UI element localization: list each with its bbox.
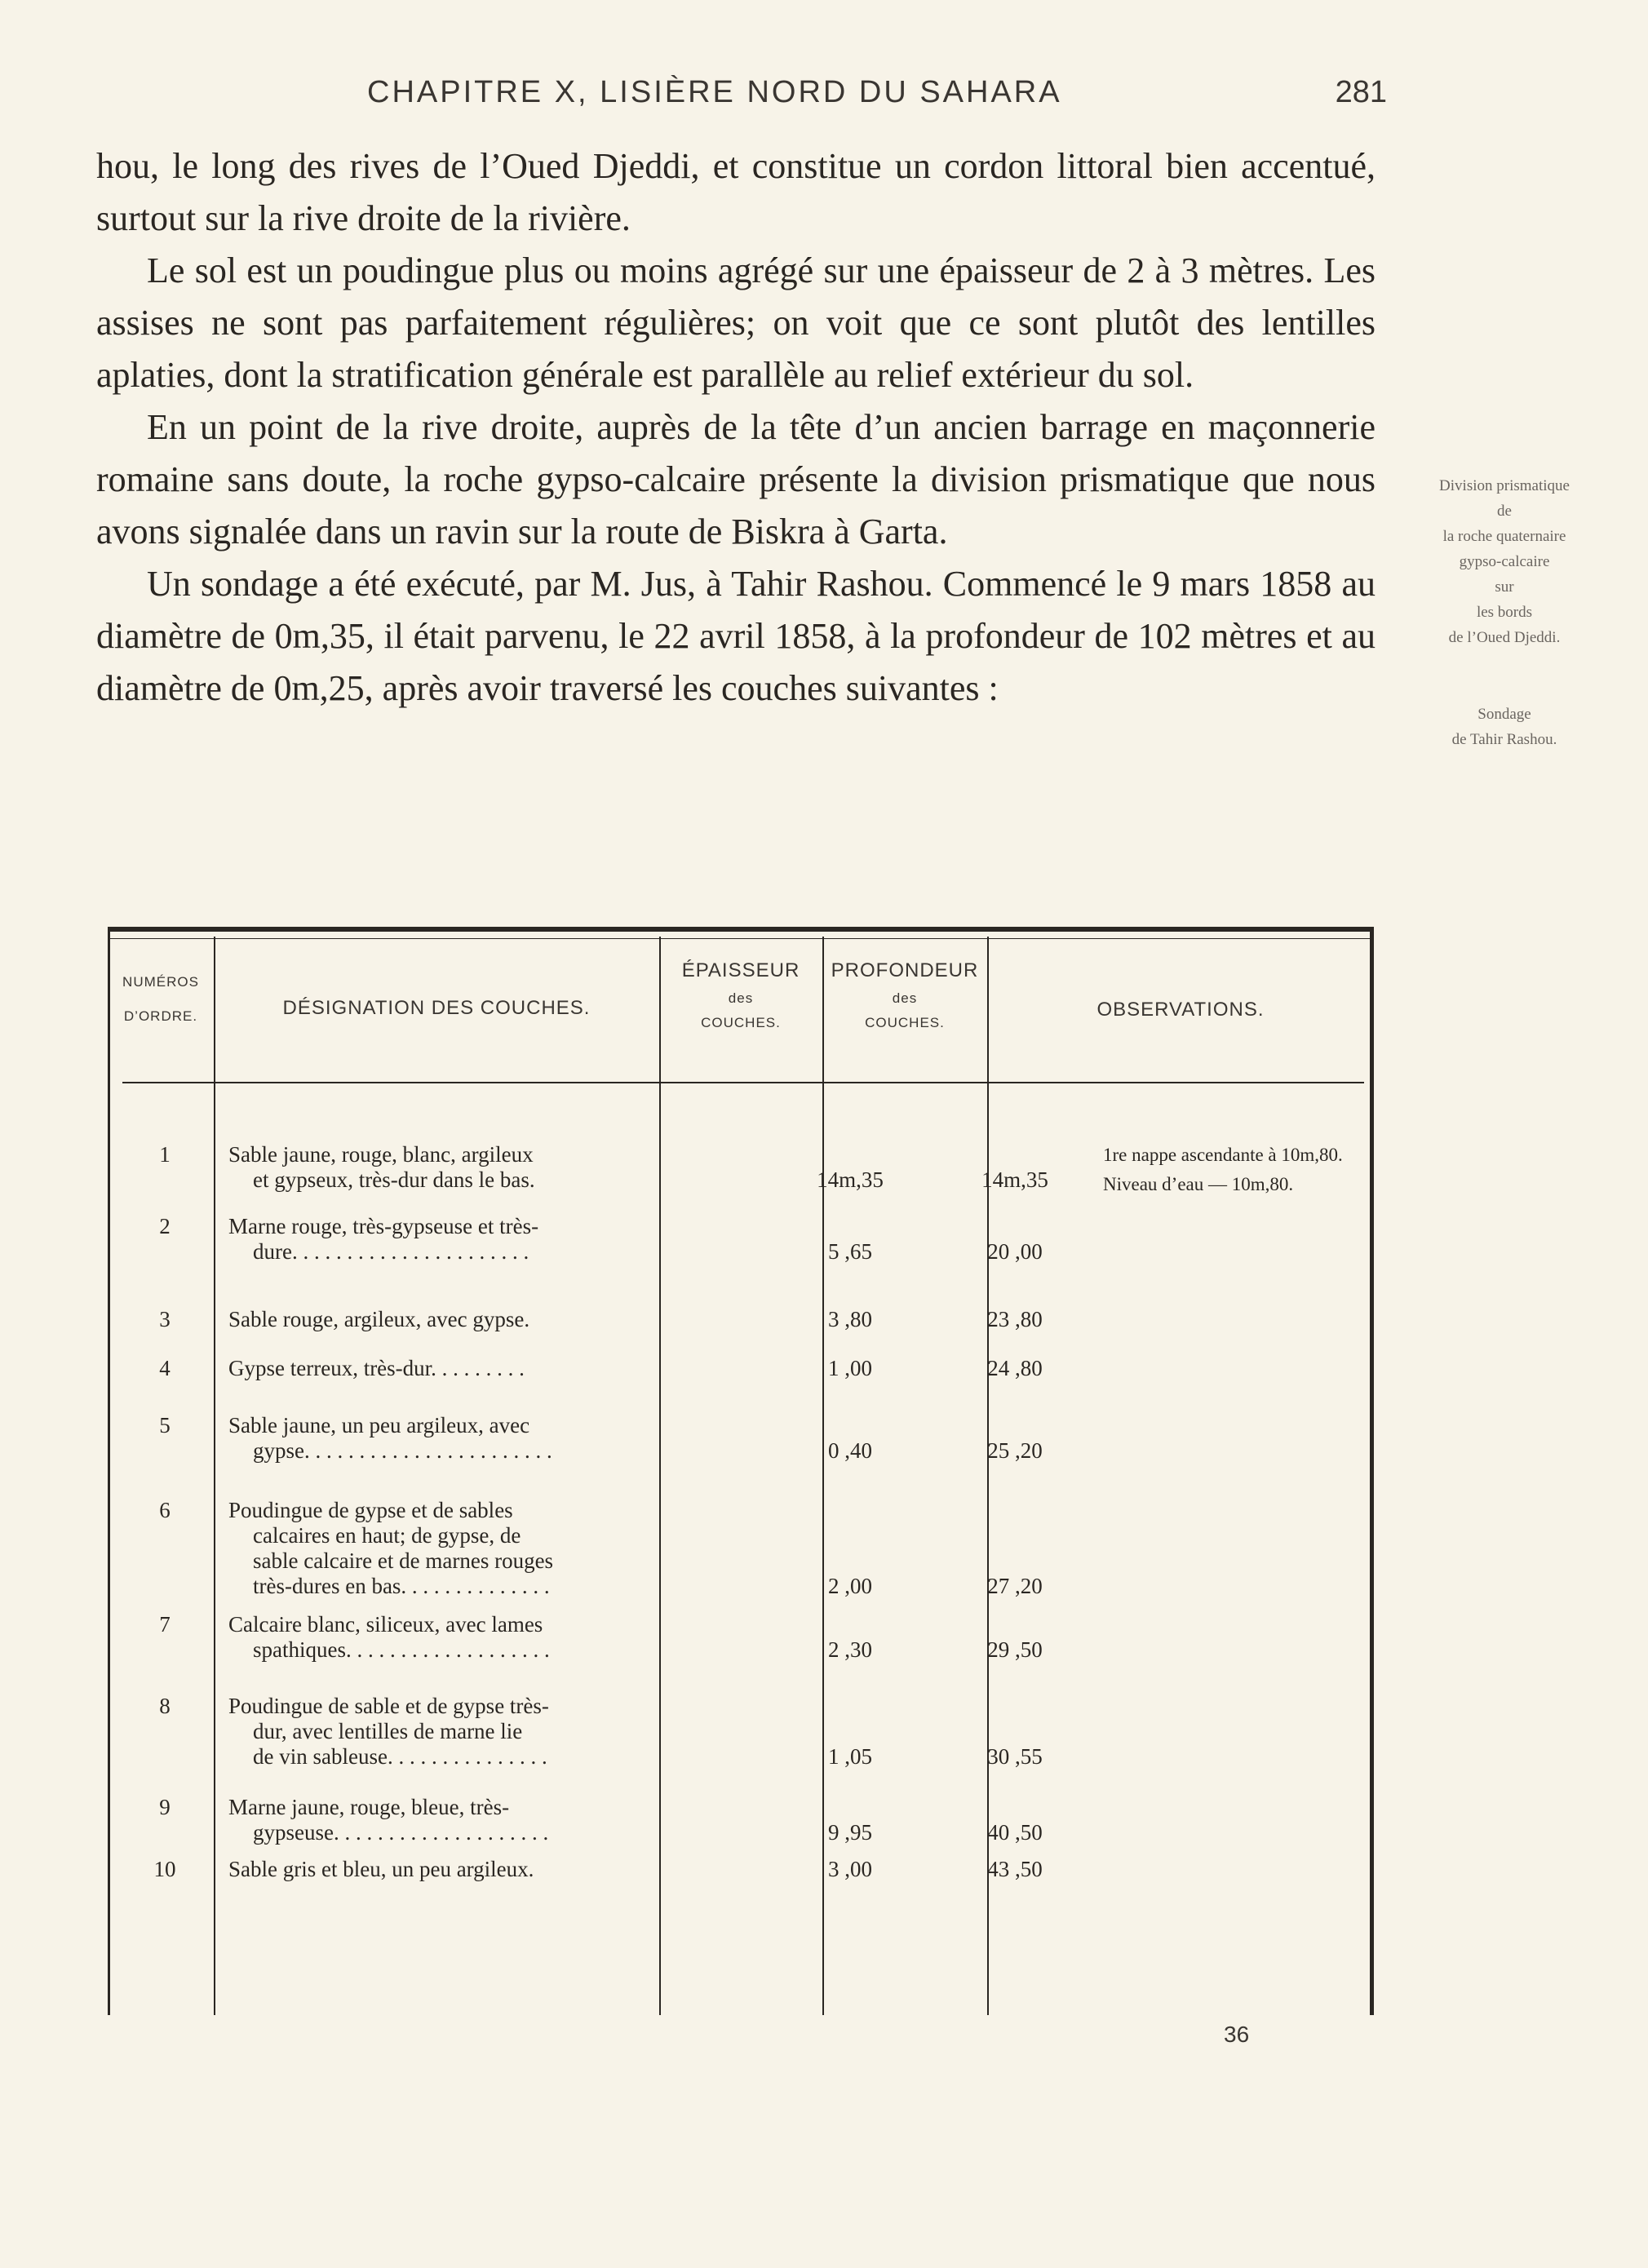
paragraph-4: Un sondage a été exécuté, par M. Jus, à Tahir Rashou. Commencé le 9 mars 1858 au diamètre de 0m,35, il était parvenu, le 22 avril 1858, à la profondeur de 102 mètres et au diamètre de 0m,25, après avoir traversé les couches suivantes : <box>96 564 1376 708</box>
header-num-line2: D’ORDRE. <box>123 1008 198 1024</box>
signature-number: 36 <box>1224 2022 1250 2047</box>
designation-line: calcaires en haut; de gypse, de <box>253 1523 521 1548</box>
row-profondeur: 30 ,55 <box>987 1744 1043 1769</box>
observation-line: 1re nappe ascendante à 10m,80. <box>1103 1145 1343 1165</box>
header-num-line1: NUMÉROS <box>122 974 199 990</box>
header-rule <box>214 1082 1364 1083</box>
row-profondeur: 27 ,20 <box>987 1574 1043 1598</box>
margin-note-line: de Tahir Rashou. <box>1451 731 1557 748</box>
designation-line: Sable jaune, un peu argileux, avec <box>228 1413 530 1437</box>
paragraph-1: hou, le long des rives de l’Oued Djeddi, et constitue un cordon littoral bien accentué, surtout sur la rive droite de la rivière. <box>96 146 1376 238</box>
row-profondeur: 14m,35 <box>981 1167 1048 1192</box>
header-rule <box>122 1082 214 1083</box>
header-pr-line3: COUCHES. <box>865 1015 945 1030</box>
row-epaisseur: 5 ,65 <box>828 1239 872 1264</box>
designation-line: Marne jaune, rouge, bleue, très- <box>228 1795 510 1819</box>
row-designation <box>228 1356 759 1381</box>
header-designation-text: DÉSIGNATION DES COUCHES. <box>282 997 591 1019</box>
designation-line: très-dures en bas. . . . . . . . . . . . . . <box>253 1574 550 1598</box>
row-number: 1 <box>159 1142 171 1167</box>
header-num <box>108 974 214 1025</box>
header-designation <box>214 997 659 1020</box>
row-epaisseur: 2 ,30 <box>828 1637 872 1662</box>
header-obs-text: OBSERVATIONS. <box>1096 999 1265 1021</box>
row-profondeur: 29 ,50 <box>987 1637 1043 1662</box>
header-ep-line2: des <box>728 990 754 1006</box>
header-ep-line3: COUCHES. <box>701 1015 781 1030</box>
column-divider <box>214 937 215 2015</box>
row-designation <box>228 1142 759 1193</box>
table-frame <box>108 927 1374 2015</box>
header-pr-line2: des <box>892 990 918 1006</box>
row-profondeur: 25 ,20 <box>987 1438 1043 1463</box>
row-epaisseur: 14m,35 <box>817 1167 884 1192</box>
designation-line: Sable rouge, argileux, avec gypse. <box>228 1307 530 1331</box>
row-designation <box>228 1795 759 1845</box>
header-pr-line1: PROFONDEUR <box>831 959 979 981</box>
row-number: 8 <box>159 1694 171 1718</box>
column-divider <box>822 937 824 2015</box>
paragraph-3: En un point de la rive droite, auprès de la tête d’un ancien barrage en maçonnerie romaine sans doute, la roche gypso-calcaire présente la division prismatique que nous avons signalée dans un ravin sur la route de Biskra à Garta. <box>96 407 1376 551</box>
designation-line: Poudingue de gypse et de sables <box>228 1498 513 1522</box>
row-designation <box>228 1214 759 1265</box>
row-number: 10 <box>153 1857 176 1881</box>
body-text <box>96 140 1376 715</box>
designation-line: gypse. . . . . . . . . . . . . . . . . . . . . . . <box>253 1438 552 1463</box>
row-number: 3 <box>159 1307 171 1331</box>
designation-line: spathiques. . . . . . . . . . . . . . . . . . . <box>253 1637 550 1662</box>
row-epaisseur: 0 ,40 <box>828 1438 872 1463</box>
margin-note-line: Division prismatique <box>1439 477 1570 494</box>
designation-line: dur, avec lentilles de marne lie <box>253 1719 523 1743</box>
designation-line: de vin sableuse. . . . . . . . . . . . . . . <box>253 1744 547 1769</box>
row-designation <box>228 1694 759 1770</box>
row-designation <box>228 1857 759 1882</box>
row-profondeur: 24 ,80 <box>987 1356 1043 1380</box>
row-profondeur: 20 ,00 <box>987 1239 1043 1264</box>
margin-note-line: de l’Oued Djeddi. <box>1448 629 1561 646</box>
row-number: 7 <box>159 1612 171 1637</box>
margin-note-line: sur <box>1495 578 1514 596</box>
row-profondeur: 40 ,50 <box>987 1820 1043 1845</box>
observation-line: Niveau d’eau — 10m,80. <box>1103 1174 1294 1194</box>
row-designation <box>228 1413 759 1464</box>
margin-note-line: la roche quaternaire <box>1442 528 1566 545</box>
page-number: 281 <box>1335 75 1387 109</box>
row-number: 9 <box>159 1795 171 1819</box>
row-number: 6 <box>159 1498 171 1522</box>
row-number: 4 <box>159 1356 171 1380</box>
designation-line: Poudingue de sable et de gypse très- <box>228 1694 549 1718</box>
header-epaisseur <box>659 959 822 1031</box>
margin-note-line: Sondage <box>1477 706 1531 723</box>
header-observations <box>987 999 1374 1021</box>
row-epaisseur: 1 ,05 <box>828 1744 872 1769</box>
margin-note-line: de <box>1497 503 1512 520</box>
row-epaisseur: 3 ,00 <box>828 1857 872 1881</box>
designation-line: Gypse terreux, très-dur. . . . . . . . . <box>228 1356 525 1380</box>
designation-line: dure. . . . . . . . . . . . . . . . . . . . . . <box>253 1239 529 1264</box>
row-number: 5 <box>159 1413 171 1437</box>
strata-table <box>108 927 1374 2015</box>
margin-note-line: les bords <box>1476 604 1533 621</box>
designation-line: Marne rouge, très-gypseuse et très- <box>228 1214 539 1238</box>
running-header <box>98 75 1387 124</box>
designation-line: gypseuse. . . . . . . . . . . . . . . . . . . . <box>253 1820 549 1845</box>
designation-line: Calcaire blanc, siliceux, avec lames <box>228 1612 543 1637</box>
row-epaisseur: 9 ,95 <box>828 1820 872 1845</box>
row-profondeur: 43 ,50 <box>987 1857 1043 1881</box>
designation-line: Sable jaune, rouge, blanc, argileux <box>228 1142 534 1167</box>
column-divider <box>987 937 989 2015</box>
row-epaisseur: 2 ,00 <box>828 1574 872 1598</box>
row-epaisseur: 3 ,80 <box>828 1307 872 1331</box>
designation-line: et gypseux, très-dur dans le bas. <box>253 1167 535 1192</box>
margin-note-line: gypso-calcaire <box>1459 553 1550 570</box>
margin-note-division <box>1408 473 1601 650</box>
header-profondeur <box>822 959 987 1031</box>
row-profondeur: 23 ,80 <box>987 1307 1043 1331</box>
row-observations <box>1103 1141 1372 1199</box>
row-number: 2 <box>159 1214 171 1238</box>
row-epaisseur: 1 ,00 <box>828 1356 872 1380</box>
row-designation <box>228 1307 759 1332</box>
chapter-title: CHAPITRE X, LISIÈRE NORD DU SAHARA <box>367 75 1062 109</box>
margin-note-sondage <box>1408 702 1601 752</box>
row-designation <box>228 1498 759 1599</box>
row-designation <box>228 1612 759 1663</box>
paragraph-2: Le sol est un poudingue plus ou moins agrégé sur une épaisseur de 2 à 3 mètres. Les assises ne sont pas parfaitement régulières; on voit que ce sont plutôt des lentilles aplaties, dont la stratification générale est parallèle au relief extérieur du sol. <box>96 250 1376 395</box>
designation-line: Sable gris et bleu, un peu argileux. <box>228 1857 534 1881</box>
designation-line: sable calcaire et de marnes rouges <box>253 1548 554 1573</box>
header-ep-line1: ÉPAISSEUR <box>681 959 800 981</box>
column-divider <box>659 937 661 2015</box>
table-top-rule <box>110 938 1370 939</box>
